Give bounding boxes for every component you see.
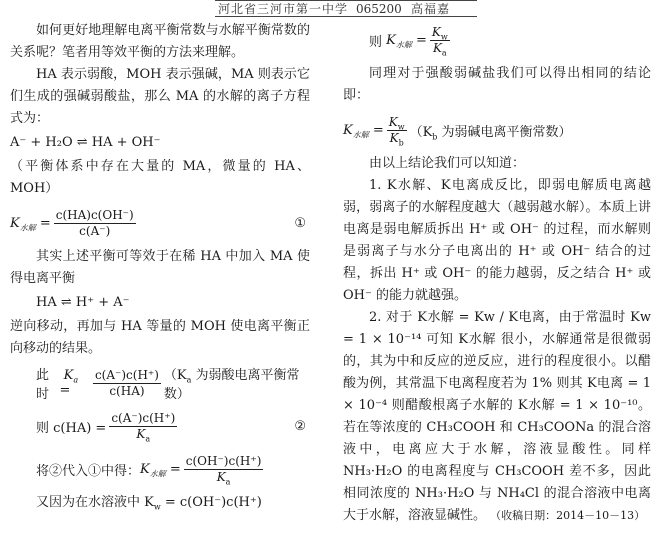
equivalence-text: 其实上述平衡可等效于在稀 HA 中加入 MA 使得电离平衡 <box>10 249 310 286</box>
header-zip: 065200 <box>356 2 402 16</box>
page-header <box>0 0 659 17</box>
received-date: （收稿日期：2014－10－13） <box>490 509 646 522</box>
ha-definition: HA 表示弱酸，MOH 表示强碱，MA 则表示它们生成的强碱弱酸盐，那么 MA 的水解的离子方程式为： <box>10 67 310 126</box>
eq1-tag: ① <box>294 215 306 231</box>
equation-1: $K_{水解}$ = $\frac{c(HA)c(OH^-)}{c(A^-)}$ ① <box>10 207 306 238</box>
ionization-equation: HA ⇌ H⁺ + A⁻ <box>36 295 130 310</box>
header-author: 高福嘉 <box>411 2 451 16</box>
kb-note: （$K_b$ 为弱碱电离平衡常数） <box>409 124 572 142</box>
ka-fraction: $\frac{c(A^-)c(H^+)}{c(HA)}$ <box>94 367 159 398</box>
eq1-fraction: $\frac{c(HA)c(OH^-)}{c(A^-)}$ <box>55 207 134 238</box>
kb-fraction: $\frac{K_w}{K_b}$ <box>388 114 405 147</box>
intro-paragraph: 如何更好地理解电离平衡常数与水解平衡常数的关系呢？笔者用等效平衡的方法来理解。 <box>10 23 310 60</box>
substitution-fraction: $\frac{c(OH^-)c(H^+)}{K_a}$ <box>185 453 262 486</box>
ka-definition: 此时 $K_a$ = $\frac{c(A^-)c(H^+)}{c(HA)}$ （$K_a$ 为弱酸电离平衡常数） <box>10 363 310 403</box>
conclusion-intro: 由以上结论我们可以知道： <box>369 156 526 171</box>
header-bottom-rule <box>215 16 477 17</box>
result-equation: 则 $K_{水解}$ = $\frac{K_w}{K_a}$ <box>369 24 448 57</box>
point-2: 2. 对于 K水解 = Kw / K电离，由于常温时 Kw = 1 × 10⁻¹⁴ 可知 K水解 很小，水解通常是很微弱的，其为中和反应的逆反应，进行的程度很小。以醋酸为例，其常温下电离程度若为 1% 则其 K电离 = 1 × 10⁻⁴ 则醋酸根离子水解的 K水解 = 1 × 10⁻¹⁰。若在等浓度的 CH₃COOH 和 CH₃COONa 的混合溶液中，电离应大于水解，溶液显酸性。同样 NH₃·H₂O 的电离程度与 CH₃COOH 差不多，因此相同浓度的 NH₃·H₂O 与 NH₄Cl 的混合溶液中电离大于水解，溶液显碱性。 （收稿日期：2014－10－13） <box>343 310 651 523</box>
header-school: 河北省三河市第一中学 <box>218 2 349 16</box>
eq2-tag: ② <box>294 418 306 434</box>
reverse-shift-text: 逆向移动，再加与 HA 等量的 MOH 使电离平衡正向移动的结果。 <box>10 319 310 356</box>
eq1-lhs: $K_{水解}$ <box>10 215 36 233</box>
ka-note: （$K_a$ 为弱酸电离平衡常数） <box>163 368 300 402</box>
kw-statement: 又因为在水溶液中 $K_w = c(OH^-)c(H^+)$ <box>36 495 262 512</box>
left-column <box>10 20 310 514</box>
right-column <box>343 20 651 527</box>
result-fraction: $\frac{K_w}{K_a}$ <box>431 24 448 57</box>
substitution-equation: 将②代入①中得： $K_{水解}$ = $\frac{c(OH^-)c(H^+)}{K_a}$ <box>36 453 262 486</box>
equilibrium-note: （平衡体系中存在大量的 MA，微量的 HA、MOH） <box>10 159 310 196</box>
kb-equation: $K_{水解}$ = $\frac{K_w}{K_b}$ （$K_b$ 为弱碱电离平衡常数） <box>343 114 572 147</box>
point-1: 1. K水解、K电离成反比，即弱电解质电离越弱，弱离子的水解程度越大（越弱越水解）。本质上讲电离是弱电解质拆出 H⁺ 或 OH⁻ 的过程，而水解则是弱离子与水分子电离出的 H⁺ 或 OH⁻ 结合的过程，拆出 H⁺ 或 OH⁻ 的能力越弱，反之结合 H⁺ 或 OH⁻ 的能力就越强。 <box>343 178 651 303</box>
equation-2: 则 c(HA) = $\frac{c(A^-)c(H^+)}{K_a}$ ② <box>36 410 306 443</box>
eq2-fraction: $\frac{c(A^-)c(H^+)}{K_a}$ <box>111 410 176 443</box>
hydrolysis-equation: A⁻ + H₂O ⇌ HA + OH⁻ <box>10 135 161 150</box>
same-conclusion-text: 同理对于强酸弱碱盐我们可以得出相同的结论即： <box>343 66 651 103</box>
